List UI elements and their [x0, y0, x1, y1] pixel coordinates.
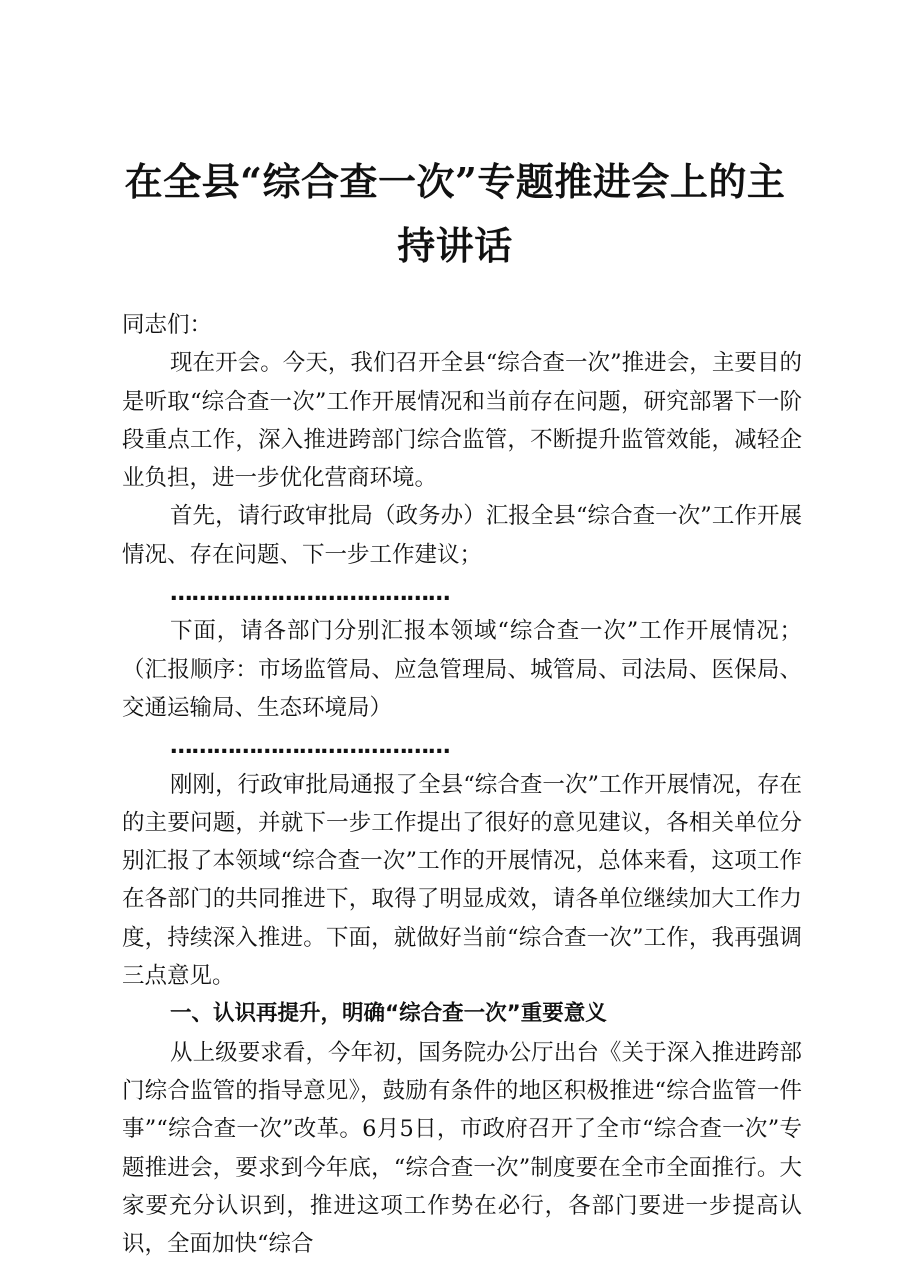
- document-title: 在全县“综合查一次”专题推进会上的主持讲话: [124, 159, 786, 268]
- paragraph-first-report: 首先，请行政审批局（政务办）汇报全县“综合查一次”工作开展情况、存在问题、下一步工作建议；: [122, 503, 802, 568]
- salutation: 同志们：: [122, 312, 213, 338]
- section-heading-1: 一、认识再提升，明确“综合查一次”重要意义: [170, 1001, 607, 1027]
- document-body: [122, 306, 802, 1263]
- paragraph-department-reports: 下面，请各部门分别汇报本领域“综合查一次”工作开展情况；（汇报顺序：市场监管局、应急管理局、城管局、司法局、医保局、交通运输局、生态环境局）: [122, 618, 802, 721]
- paragraph-summary: 刚刚，行政审批局通报了全县“综合查一次”工作开展情况，存在的主要问题，并就下一步工作提出了很好的意见建议，各相关单位分别汇报了本领域“综合查一次”工作的开展情况，总体来看，这项工作在各部门的共同推进下，取得了明显成效，请各单位继续加大工作力度，持续深入推进。下面，就做好当前“综合查一次”工作，我再强调三点意见。: [122, 771, 802, 990]
- ellipsis-divider: …………………………………: [170, 580, 450, 607]
- ellipsis-divider: …………………………………: [170, 733, 450, 760]
- paragraph-opening: 现在开会。今天，我们召开全县“综合查一次”推进会，主要目的是听取“综合查一次”工作开展情况和当前存在问题，研究部署下一阶段重点工作，深入推进跨部门综合监管，不断提升监管效能，减轻企业负担，进一步优化营商环境。: [122, 350, 802, 492]
- paragraph-superior-requirements: 从上级要求看，今年初，国务院办公厅出台《关于深入推进跨部门综合监管的指导意见》，鼓励有条件的地区积极推进“综合监管一件事”“综合查一次”改革。6月5日，市政府召开了全市“综合查一次”专题推进会，要求到今年底，“综合查一次”制度要在全市全面推行。大家要充分认识到，推进这项工作势在必行，各部门要进一步提高认识，全面加快“综合: [122, 1039, 802, 1258]
